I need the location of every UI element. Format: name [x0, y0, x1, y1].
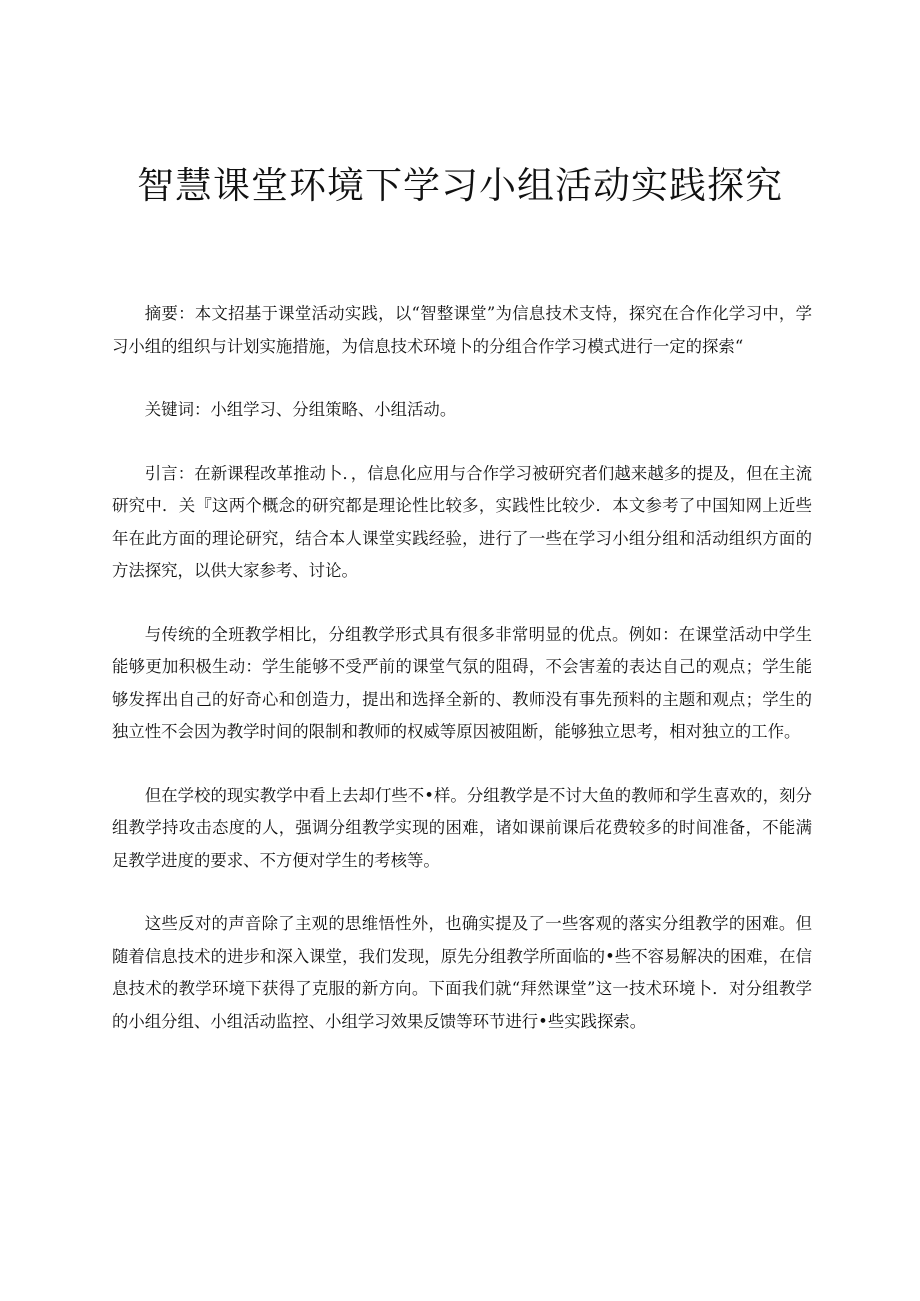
body-paragraph: 但在学校的现实教学中看上去却仃些不•样。分组教学是不讨大鱼的教师和学生喜欢的，刻分组教学持攻击态度的人，强调分组教学实现的困难，诸如课前课后花费较多的时间准备，不能满足教学进度的要求、不方便对学生的考核等。	[112, 785, 812, 870]
body-paragraph: 与传统的全班教学相比，分组教学形式具有很多非常明显的优点。例如：在课堂活动中学生能够更加积极生动：学生能够不受严前的课堂气氛的阻碍，不会害羞的表达自己的观点；学生能够发挥出自己的好奇心和创造力，提出和选择全新的、教师没有事先预料的主题和观点；学生的独立性不会因为教学时间的限制和教师的权威等原因被阻断，能够独立思考，相对独立的工作。	[112, 624, 812, 741]
document-title: 智慧课堂环境下学习小组活动实践探究	[137, 164, 783, 207]
abstract-paragraph: 摘要：本文招基于课堂活动实践，以“智整课堂”为信息技术支恃，探究在合作化学习中，学习小组的组织与计划实施措施，为信息技术环境卜的分组合作学习模式进行一定的探索“	[112, 304, 812, 356]
document-body	[112, 298, 812, 1069]
keywords-paragraph: 关键词：小组学习、分组策略、小组活动。	[144, 400, 457, 419]
body-paragraph: 这些反对的声音除了主观的思维悟性外，也确实提及了一些客观的落实分组教学的困难。但随着信息技术的进步和深入课堂，我们发现，原先分组教学所面临的•些不容易解决的困难，在信息技术的教学环境下获得了克服的新方向。下面我们就“拜然课堂”这一技术环境卜．对分组教学的小组分组、小组活动监控、小组学习效果反馈等环节进行•些实践探索。	[112, 914, 812, 1031]
introduction-paragraph: 引言：在新课程改革推动卜．，信息化应用与合作学习被研究者们越来越多的提及，但在主流研究中．关『这两个概念的研究都是理论性比较多，实践性比较少．本文参考了中国知网上近些年在此方面的理论研究，结合本人课堂实践经验，进行了一些在学习小组分组和活动组织方面的方法探究，以供大家参考、讨论。	[112, 463, 812, 580]
